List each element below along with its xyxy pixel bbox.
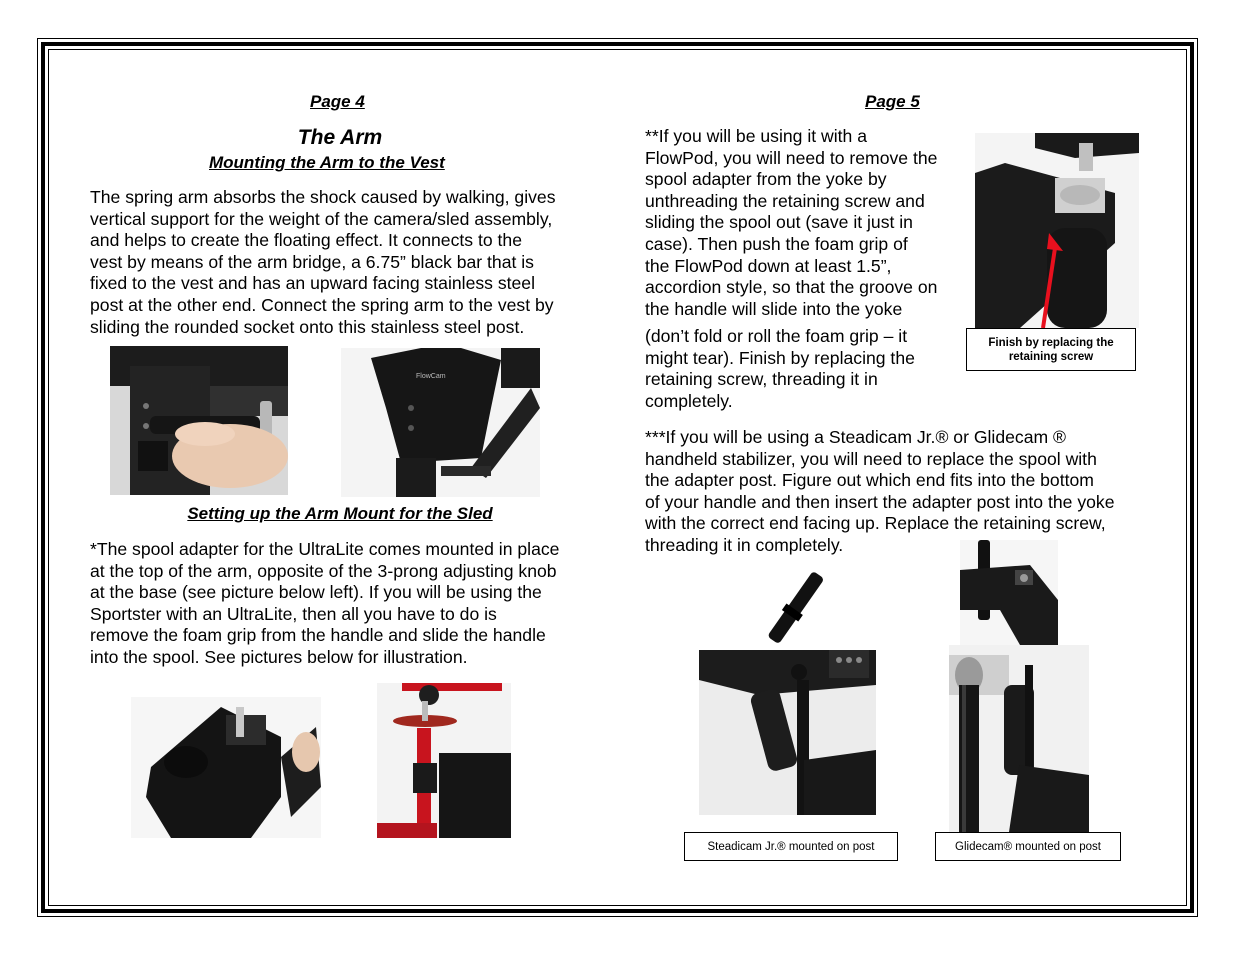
sled-arm-mount-heading: Setting up the Arm Mount for the Sled [187, 504, 493, 523]
text-line: post at the other end. Connect the spring arm to the vest by [90, 294, 554, 315]
callout-retaining-screw [966, 328, 1136, 371]
text-line: *The spool adapter for the UltraLite comes mounted in place [90, 539, 560, 559]
text-line: retaining screw, threading it in [645, 369, 878, 390]
text-line: the handle will slide into the yoke [645, 298, 903, 319]
text-line: handheld stabilizer, you will need to replace the spool with [645, 448, 1097, 469]
photo-vest-with-arm [341, 348, 540, 497]
photo-spool-adapter [131, 697, 321, 838]
text-line: vertical support for the weight of the camera/sled assembly, [90, 208, 553, 229]
text-line: might tear). Finish by replacing the [645, 347, 915, 368]
right-paragraph-1b [645, 326, 965, 412]
left-page-label: Page 4 [310, 92, 365, 111]
photo-steadicam-mounted [699, 650, 876, 815]
photo-red-pole [377, 683, 511, 838]
section-title: The Arm [297, 126, 383, 149]
text-line: FlowPod, you will need to remove the [645, 147, 938, 168]
text-line: sliding the rounded socket onto this stainless steel post. [90, 316, 525, 337]
callout-line: retaining screw [1008, 350, 1094, 363]
text-line: the adapter post. Figure out which end fits into the bottom [645, 470, 1094, 491]
text-line: ***If you will be using a Steadicam Jr.® or Glidecam ® [645, 427, 1066, 447]
text-line: and helps to create the floating effect. It connects to the [90, 230, 522, 251]
right-page-label: Page 5 [865, 92, 920, 111]
text-line: fixed to the vest and has an upward facing stainless steel [90, 273, 535, 294]
text-line: completely. [645, 390, 733, 411]
text-line: Sportster with an UltraLite, then all you have to do is [90, 603, 497, 624]
text-line: vest by means of the arm bridge, a 6.75” black bar that is [90, 251, 534, 272]
vest-logo-text: FlowCam [416, 373, 446, 380]
left-paragraph-1 [90, 187, 610, 338]
text-line: into the spool. See pictures below for illustration. [90, 646, 468, 667]
text-line: at the base (see picture below left). If you will be using the [90, 582, 542, 603]
photo-yoke-with-post [960, 540, 1058, 645]
text-line: of your handle and then insert the adapter post into the yoke [645, 491, 1115, 512]
text-line: threading it in completely. [645, 534, 844, 555]
text-line: sliding the spool out (save it just in [645, 212, 913, 233]
caption-steadicam [684, 832, 898, 861]
caption-glidecam-text: Glidecam® mounted on post [955, 840, 1101, 853]
photo-glidecam-mounted [949, 645, 1089, 832]
text-line: at the top of the arm, opposite of the 3-prong adjusting knob [90, 560, 557, 581]
left-paragraph-2 [90, 539, 610, 669]
text-line: the FlowPod down at least 1.5”, [645, 255, 892, 276]
photo-yoke-foam-grip [975, 133, 1139, 328]
text-line: remove the foam grip from the handle and slide the handle [90, 625, 546, 646]
right-paragraph-2 [645, 427, 1165, 557]
text-line: The spring arm absorbs the shock caused by walking, gives [90, 187, 556, 207]
text-line: unthreading the retaining screw and [645, 190, 925, 211]
text-line: case). Then push the foam grip of [645, 233, 908, 254]
photo-arm-bridge [110, 346, 288, 495]
caption-glidecam [935, 832, 1121, 861]
text-line: accordion style, so that the groove on [645, 277, 938, 298]
caption-steadicam-text: Steadicam Jr.® mounted on post [707, 840, 875, 853]
photo-adapter-post [745, 565, 845, 650]
text-line: **If you will be using it with a [645, 126, 867, 146]
right-paragraph-1a [645, 126, 965, 320]
callout-line: Finish by replacing the [988, 336, 1114, 349]
text-line: with the correct end facing up. Replace the retaining screw, [645, 513, 1106, 534]
section-subtitle: Mounting the Arm to the Vest [209, 153, 445, 172]
text-line: (don’t fold or roll the foam grip – it [645, 326, 908, 346]
text-line: spool adapter from the yoke by [645, 169, 887, 190]
